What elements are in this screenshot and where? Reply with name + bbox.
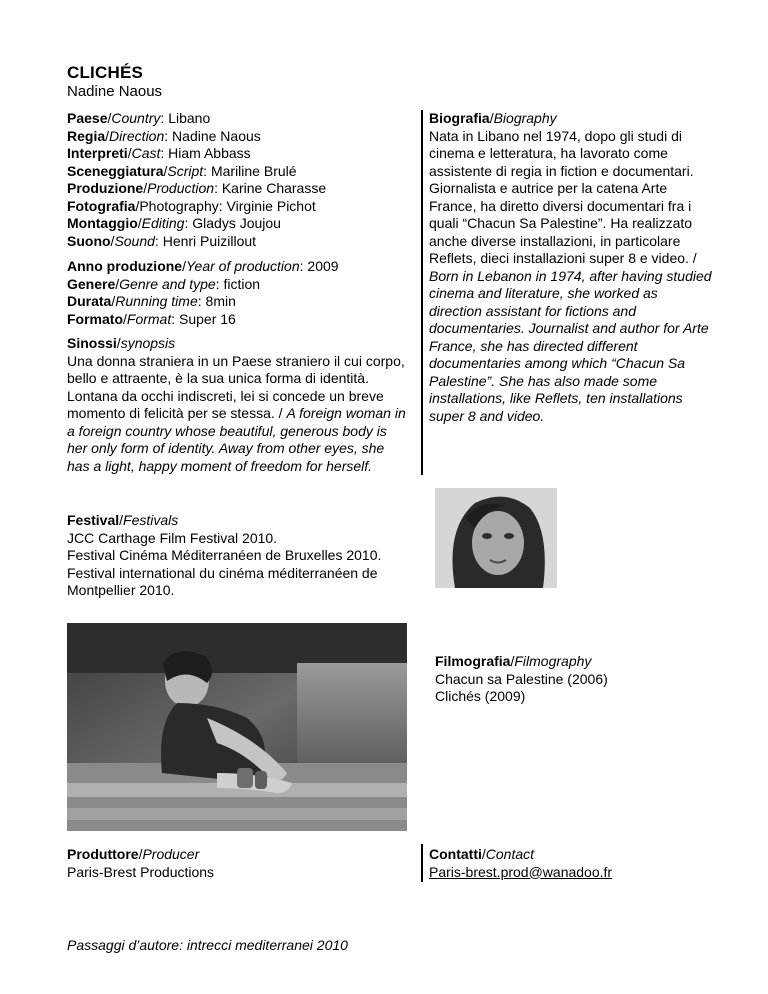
synopsis-text: Una donna straniera in un Paese straniero il cui corpo, bello e attraente, è la sua unica forma di identità. Lontana da occhi indiscreti, lei si concede un breve momento di felicità per se stessa. / A foreign woman in a foreign country whose beautiful, generous body is her only form of identity. Away from other eyes, she has a light, happy moment of freedom for herself. xyxy=(67,352,406,474)
tech-info xyxy=(67,258,407,328)
festival-item: JCC Carthage Film Festival 2010. xyxy=(67,529,278,546)
filmography-item: Clichés (2009) xyxy=(435,688,526,704)
credit-cast: Interpreti/Cast: Hiam Abbass xyxy=(67,145,251,161)
credit-production: Produzione/Production: Karine Charasse xyxy=(67,180,327,196)
credit-country: Paese/Country: Libano xyxy=(67,110,211,126)
credit-sound: Suono/Sound: Henri Puizillout xyxy=(67,232,257,249)
festival-item: Festival international du cinéma méditerranéen de Montpellier 2010. xyxy=(67,564,378,598)
festival-item: Festival Cinéma Méditerranéen de Bruxelles 2010. xyxy=(67,547,382,563)
synopsis-heading: Sinossi/synopsis xyxy=(67,335,176,351)
credit-editing: Montaggio/Editing: Gladys Joujou xyxy=(67,215,281,231)
producer-value: Paris-Brest Productions xyxy=(67,863,215,880)
director-name: Nadine Naous xyxy=(67,83,163,100)
tech-year: Anno produzione/Year of production: 2009 xyxy=(67,258,339,274)
film-still-photo xyxy=(67,623,407,831)
credit-script: Sceneggiatura/Script: Mariline Brulé xyxy=(67,162,297,179)
filmography-heading: Filmografia/Filmography xyxy=(435,653,592,669)
credits-list xyxy=(67,110,407,250)
filmography-section xyxy=(435,653,715,706)
contact-heading: Contatti/Contact xyxy=(429,846,535,862)
producer-section xyxy=(67,846,407,881)
biography-heading: Biografia/Biography xyxy=(429,110,557,126)
film-title: CLICHÉS xyxy=(67,63,144,82)
credit-direction: Regia/Direction: Nadine Naous xyxy=(67,127,261,144)
column-divider xyxy=(421,110,423,475)
contact-section xyxy=(429,846,714,881)
column-divider-bottom xyxy=(421,844,423,882)
credit-photography: Fotografia/Photography: Virginie Pichot xyxy=(67,197,316,214)
synopsis-section xyxy=(67,335,407,475)
director-portrait xyxy=(435,488,557,588)
tech-genre: Genere/Genre and type: fiction xyxy=(67,275,261,292)
festivals-section xyxy=(67,512,407,600)
biography-section xyxy=(429,110,714,425)
biography-text: Nata in Libano nel 1974, dopo gli studi di cinema e letteratura, ha lavorato come assistente di regia in fiction e documentari. Giornalista e autrice per la catena Arte France, ha diretto diversi documentari fra i quali “Chacun Sa Palestine”. Ha realizzato anche diverse installazioni, in particolare Reflets, dieci installazioni super 8 e video. / Born in Lebanon in 1974, after having studied cinema and literature, she worked as direction assistant for fictions and documentaries. Journalist and author for Arte France, she has directed different documentaries among which “Chacun Sa Palestine”. She has also made some installations, like Reflets, ten installations super 8 and video. xyxy=(429,127,712,424)
producer-heading: Produttore/Producer xyxy=(67,846,200,862)
tech-format: Formato/Format: Super 16 xyxy=(67,310,236,327)
tech-runtime: Durata/Running time: 8min xyxy=(67,293,236,309)
filmography-item: Chacun sa Palestine (2006) xyxy=(435,670,608,687)
festivals-heading: Festival/Festivals xyxy=(67,512,179,528)
contact-email-link[interactable]: Paris-brest.prod@wanadoo.fr xyxy=(429,863,613,880)
page-footer: Passaggi d’autore: intrecci mediterranei 2010 xyxy=(67,937,348,953)
